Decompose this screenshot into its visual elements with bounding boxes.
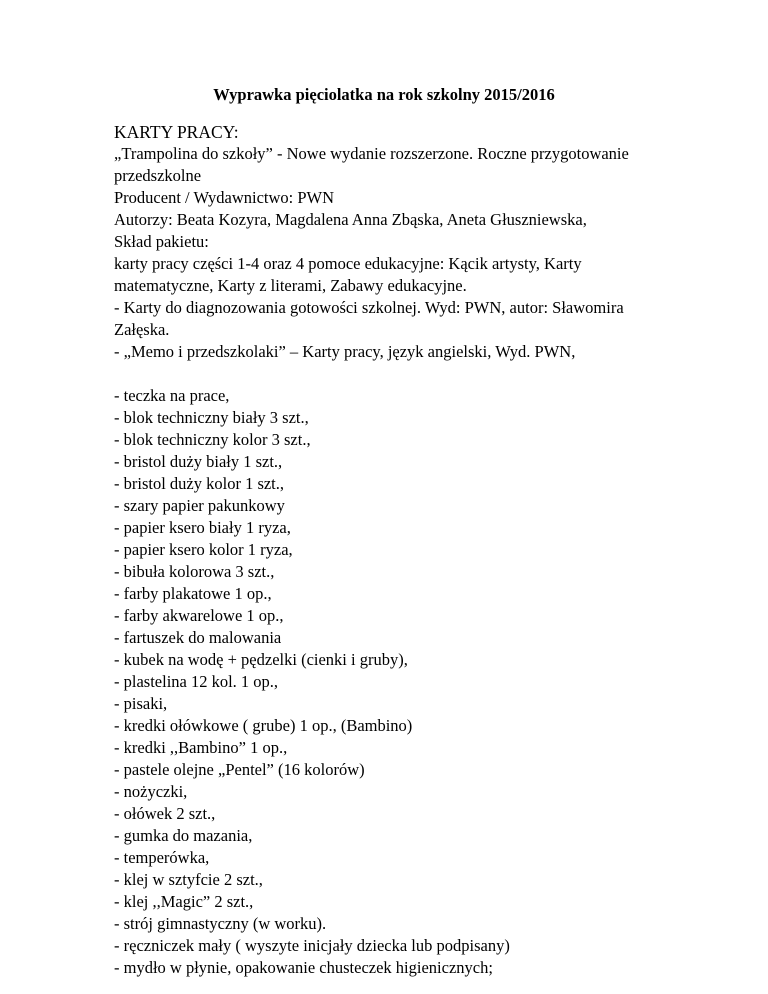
list-item: - blok techniczny biały 3 szt., bbox=[114, 408, 309, 427]
list-item: - szary papier pakunkowy bbox=[114, 496, 285, 515]
list-item: - pisaki, bbox=[114, 694, 168, 713]
document-body bbox=[114, 121, 694, 979]
list-item: - temperówka, bbox=[114, 848, 210, 867]
intro-line: Załęska. bbox=[114, 320, 170, 339]
list-item: - farby plakatowe 1 op., bbox=[114, 584, 272, 603]
list-item: - klej w sztyfcie 2 szt., bbox=[114, 870, 263, 889]
intro-line: karty pracy części 1-4 oraz 4 pomoce edukacyjne: Kącik artysty, Karty bbox=[114, 254, 582, 273]
list-item: - ręczniczek mały ( wyszyte inicjały dziecka lub podpisany) bbox=[114, 936, 510, 955]
supply-list bbox=[114, 385, 694, 979]
paragraph-gap bbox=[114, 363, 694, 385]
list-item: - papier ksero kolor 1 ryza, bbox=[114, 540, 293, 559]
list-item: - mydło w płynie, opakowanie chusteczek higienicznych; bbox=[114, 958, 493, 977]
intro-line: Producent / Wydawnictwo: PWN bbox=[114, 188, 335, 207]
list-item: - farby akwarelowe 1 op., bbox=[114, 606, 284, 625]
list-item: - pastele olejne „Pentel” (16 kolorów) bbox=[114, 760, 365, 779]
list-item: - kredki ołówkowe ( grube) 1 op., (Bambino) bbox=[114, 716, 413, 735]
intro-line: matematyczne, Karty z literami, Zabawy edukacyjne. bbox=[114, 276, 467, 295]
intro-block bbox=[114, 143, 694, 363]
list-item: - gumka do mazania, bbox=[114, 826, 253, 845]
list-item: - kubek na wodę + pędzelki (cienki i gruby), bbox=[114, 650, 408, 669]
list-item: - strój gimnastyczny (w worku). bbox=[114, 914, 327, 933]
list-item: - bristol duży kolor 1 szt., bbox=[114, 474, 285, 493]
intro-line: - „Memo i przedszkolaki” – Karty pracy, język angielski, Wyd. PWN, bbox=[114, 342, 576, 361]
list-item: - bibuła kolorowa 3 szt., bbox=[114, 562, 275, 581]
intro-line: - Karty do diagnozowania gotowości szkolnej. Wyd: PWN, autor: Sławomira bbox=[114, 298, 624, 317]
section-heading: KARTY PRACY: bbox=[114, 122, 239, 142]
list-item: - teczka na prace, bbox=[114, 386, 230, 405]
list-item: - bristol duży biały 1 szt., bbox=[114, 452, 283, 471]
list-item: - nożyczki, bbox=[114, 782, 188, 801]
list-item: - klej ,,Magic” 2 szt., bbox=[114, 892, 254, 911]
list-item: - ołówek 2 szt., bbox=[114, 804, 216, 823]
document-title: Wyprawka pięciolatka na rok szkolny 2015/2016 bbox=[213, 85, 555, 104]
intro-line: Autorzy: Beata Kozyra, Magdalena Anna Zbąska, Aneta Głuszniewska, bbox=[114, 210, 587, 229]
intro-line: „Trampolina do szkoły” - Nowe wydanie rozszerzone. Roczne przygotowanie bbox=[114, 144, 629, 163]
intro-line: przedszkolne bbox=[114, 166, 202, 185]
list-item: - plastelina 12 kol. 1 op., bbox=[114, 672, 279, 691]
list-item: - papier ksero biały 1 ryza, bbox=[114, 518, 291, 537]
list-item: - kredki ,,Bambino” 1 op., bbox=[114, 738, 288, 757]
list-item: - fartuszek do malowania bbox=[114, 628, 282, 647]
list-item: - blok techniczny kolor 3 szt., bbox=[114, 430, 311, 449]
intro-line: Skład pakietu: bbox=[114, 232, 209, 251]
